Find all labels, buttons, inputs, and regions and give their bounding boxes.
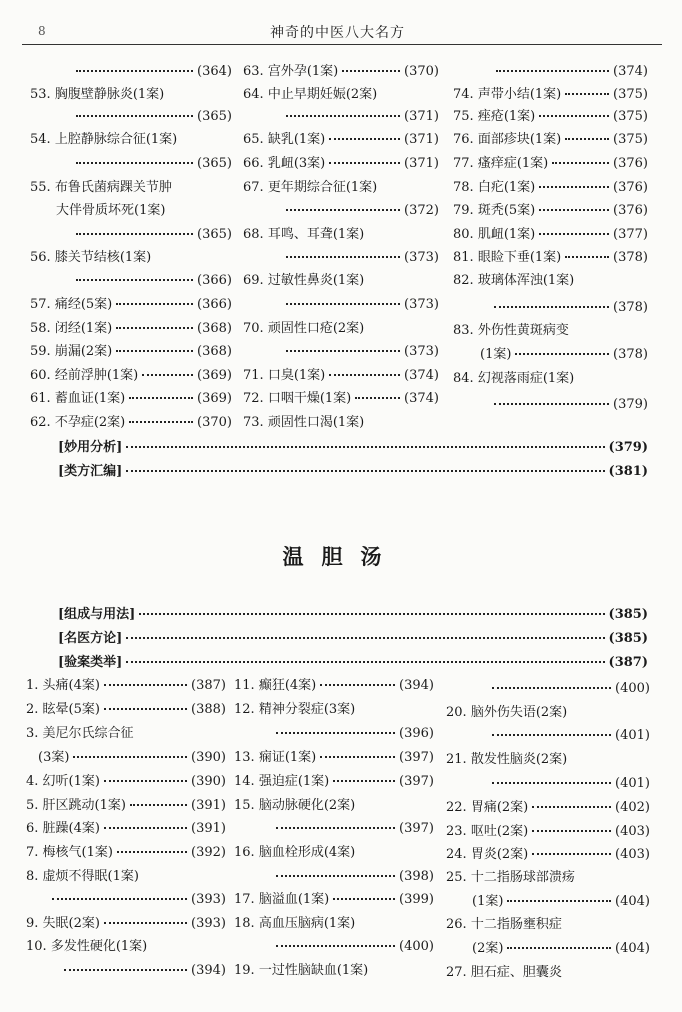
toc-leader: (396) — [272, 725, 434, 743]
toc-entry-cont: (1案) (404) — [472, 894, 650, 909]
page-header — [0, 0, 682, 44]
toc-entry[interactable]: 55. 布鲁氏菌病踝关节肿 — [30, 180, 172, 195]
toc-entry[interactable]: 69. 过敏性鼻炎(1案) — [243, 273, 365, 288]
toc-entry[interactable]: 25. 十二指肠球部溃疡 — [446, 870, 575, 885]
toc-entry[interactable]: 21. 散发性脑炎(2案) — [446, 752, 568, 767]
toc-entry[interactable]: 16. 脑血栓形成(4案) — [234, 845, 356, 860]
toc-entry[interactable]: 80. 肌衄(1案) (377) — [453, 227, 648, 242]
toc-entry[interactable]: 71. 口臭(1案) (374) — [243, 368, 439, 383]
toc-entry[interactable]: 11. 癫狂(4案) (394) — [234, 678, 434, 693]
toc-entry[interactable]: 83. 外伤性黄斑病变 — [453, 323, 569, 338]
toc-leader: (398) — [272, 868, 434, 886]
toc-entry[interactable]: 20. 脑外伤失语(2案) — [446, 705, 568, 720]
toc-leader: (379) — [490, 396, 648, 414]
toc-entry[interactable]: 57. 痛经(5案) (366) — [30, 297, 232, 312]
toc-entry[interactable]: 23. 呕吐(2案) (403) — [446, 824, 650, 839]
section-related-formulas[interactable]: [类方汇编] (381) — [58, 464, 648, 479]
toc-entry[interactable]: 76. 面部疹块(1案) (375) — [453, 132, 648, 147]
toc-leader: (394) — [60, 962, 226, 980]
toc-entry[interactable]: 13. 痫证(1案) (397) — [234, 750, 434, 765]
toc-leader: (400) — [272, 938, 434, 956]
toc-leader: (365) — [72, 155, 232, 173]
toc-leader: (397) — [272, 820, 434, 838]
toc-entry[interactable]: 60. 经前浮肿(1案) (369) — [30, 368, 232, 383]
toc-entry[interactable]: 67. 更年期综合征(1案) — [243, 180, 378, 195]
toc-entry[interactable]: 6. 脏躁(4案) (391) — [26, 821, 226, 836]
toc-leader: (378) — [490, 299, 648, 317]
toc-leader: (365) — [72, 226, 232, 244]
toc-entry[interactable]: 61. 蓄血证(1案) (369) — [30, 391, 232, 406]
toc-leader: (373) — [282, 343, 439, 361]
toc-entry[interactable]: 53. 胸腹壁静脉炎(1案) — [30, 87, 165, 102]
toc-leader: (393) — [48, 891, 226, 909]
toc-entry[interactable]: 63. 宫外孕(1案) (370) — [243, 64, 439, 79]
toc-leader: (371) — [282, 108, 439, 126]
header-rule — [22, 44, 662, 45]
toc-entry[interactable]: 9. 失眠(2案) (393) — [26, 916, 226, 931]
section-analysis[interactable]: [妙用分析] (379) — [58, 440, 648, 455]
toc-entry[interactable]: 58. 闭经(1案) (368) — [30, 321, 232, 336]
toc-entry[interactable]: 4. 幻听(1案) (390) — [26, 774, 226, 789]
toc-entry[interactable]: 77. 瘙痒症(1案) (376) — [453, 156, 648, 171]
toc-entry[interactable]: 2. 眩晕(5案) (388) — [26, 702, 226, 717]
toc-entry-cont: (2案) (404) — [472, 941, 650, 956]
toc-leader: (401) — [488, 775, 650, 793]
toc-entry[interactable]: 15. 脑动脉硬化(2案) — [234, 798, 356, 813]
toc-entry[interactable]: 59. 崩漏(2案) (368) — [30, 344, 232, 359]
toc-entry[interactable]: 7. 梅核气(1案) (392) — [26, 845, 226, 860]
toc-entry[interactable]: 10. 多发性硬化(1案) — [26, 939, 148, 954]
toc-leader: (366) — [72, 272, 232, 290]
toc-entry[interactable]: 24. 胃炎(2案) (403) — [446, 847, 650, 862]
toc-entry-cont: (1案) (378) — [480, 347, 648, 362]
toc-entry[interactable]: 14. 强迫症(1案) (397) — [234, 774, 434, 789]
toc-entry[interactable]: 54. 上腔静脉综合征(1案) — [30, 132, 178, 147]
toc-leader: (400) — [488, 680, 650, 698]
section-composition[interactable]: [组成与用法] (385) — [58, 607, 648, 622]
toc-entry[interactable]: 82. 玻璃体浑浊(1案) — [453, 273, 575, 288]
toc-entry[interactable]: 70. 顽固性口疮(2案) — [243, 321, 365, 336]
running-title: 神奇的中医八大名方 — [270, 25, 405, 41]
toc-entry[interactable]: 73. 顽固性口渴(1案) — [243, 415, 365, 430]
toc-entry[interactable]: 18. 高血压脑病(1案) — [234, 916, 356, 931]
page-number: 8 — [38, 24, 46, 38]
toc-entry[interactable]: 74. 声带小结(1案) (375) — [453, 87, 648, 102]
toc-entry[interactable]: 75. 痤疮(1案) (375) — [453, 109, 648, 124]
section-famous-comments[interactable]: [名医方论] (385) — [58, 631, 648, 646]
toc-leader: (401) — [488, 727, 650, 745]
toc-entry[interactable]: 64. 中止早期妊娠(2案) — [243, 87, 378, 102]
toc-entry[interactable]: 5. 肝区跳动(1案) (391) — [26, 798, 226, 813]
section-case-examples[interactable]: [验案类举] (387) — [58, 655, 648, 670]
toc-entry[interactable]: 84. 幻视落雨症(1案) — [453, 371, 575, 386]
toc-entry-cont: (3案) (390) — [38, 750, 226, 765]
toc-entry-cont: 大伴骨质坏死(1案) — [56, 203, 166, 218]
toc-entry[interactable]: 65. 缺乳(1案) (371) — [243, 132, 439, 147]
toc-continuation: (364) — [72, 63, 232, 81]
toc-entry[interactable]: 81. 眼睑下垂(1案) (378) — [453, 250, 648, 265]
toc-leader: (373) — [282, 249, 439, 267]
toc-entry[interactable]: 26. 十二指肠壅积症 — [446, 917, 562, 932]
toc-entry[interactable]: 62. 不孕症(2案) (370) — [30, 415, 232, 430]
toc-entry[interactable]: 78. 白疕(1案) (376) — [453, 180, 648, 195]
toc-entry[interactable]: 19. 一过性脑缺血(1案) — [234, 963, 369, 978]
toc-entry[interactable]: 72. 口咽干燥(1案) (374) — [243, 391, 439, 406]
toc-leader: (365) — [72, 108, 232, 126]
toc-entry[interactable]: 66. 乳衄(3案) (371) — [243, 156, 439, 171]
toc-entry[interactable]: 27. 胆石症、胆囊炎 — [446, 965, 562, 980]
toc-entry[interactable]: 8. 虚烦不得眠(1案) — [26, 869, 139, 884]
chapter-title: 温胆汤 — [282, 544, 400, 569]
toc-entry[interactable]: 68. 耳鸣、耳聋(1案) — [243, 227, 365, 242]
toc-entry[interactable]: 1. 头痛(4案) (387) — [26, 678, 226, 693]
toc-entry[interactable]: 22. 胃痛(2案) (402) — [446, 800, 650, 815]
toc-leader: (373) — [282, 296, 439, 314]
toc-leader: (372) — [282, 202, 439, 220]
toc-entry[interactable]: 3. 美尼尔氏综合征 — [26, 726, 134, 741]
toc-entry[interactable]: 17. 脑溢血(1案) (399) — [234, 892, 434, 907]
toc-entry[interactable]: 56. 膝关节结核(1案) — [30, 250, 152, 265]
toc-entry[interactable]: 12. 精神分裂症(3案) — [234, 702, 356, 717]
toc-entry[interactable]: 79. 斑秃(5案) (376) — [453, 203, 648, 218]
toc-leader: (374) — [492, 63, 648, 81]
